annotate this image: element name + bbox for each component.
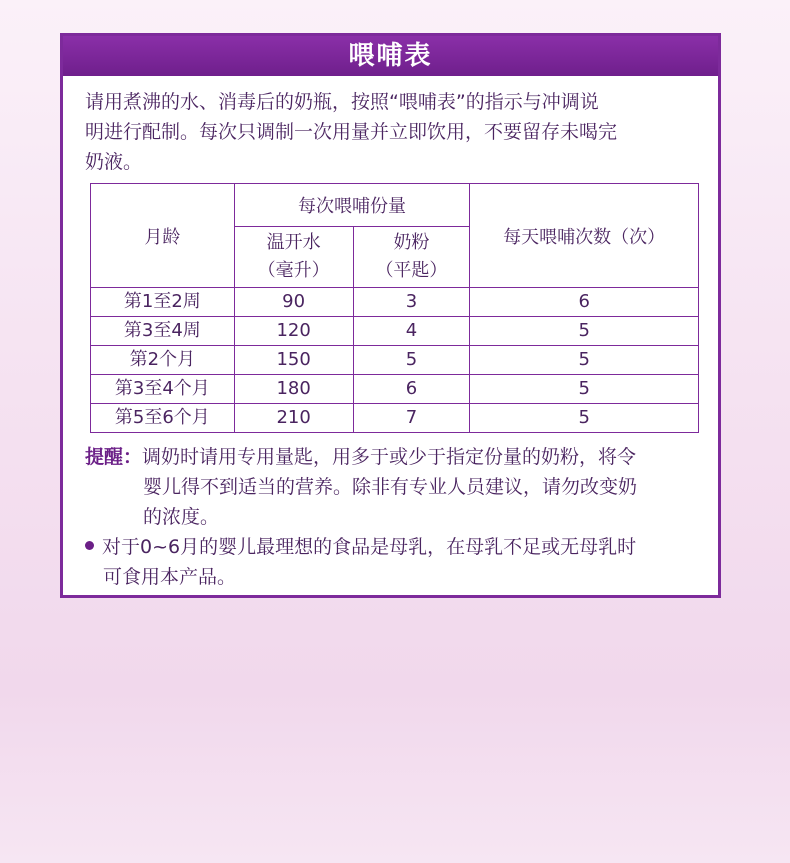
cell-water: 180 [234, 375, 353, 404]
header-age: 月龄 [91, 184, 235, 288]
note-line: 对于0~6月的婴儿最理想的食品是母乳，在母乳不足或无母乳时 [102, 536, 637, 558]
cell-powder: 4 [353, 317, 470, 346]
cell-water: 90 [234, 288, 353, 317]
header-powder-name: 奶粉 [393, 232, 430, 253]
table-row [91, 375, 699, 404]
table-row [91, 288, 699, 317]
cell-age: 第3至4个月 [91, 375, 235, 404]
header-water-name: 温开水 [266, 232, 321, 253]
header-powder-unit: （平匙） [375, 260, 448, 281]
breastfeeding-note [85, 532, 705, 592]
reminder-line: 的浓度。 [143, 506, 220, 528]
table-row [91, 346, 699, 375]
intro-line: 明进行配制。每次只调制一次用量并立即饮用，不要留存未喝完 [85, 121, 618, 143]
reminder-text [85, 442, 705, 532]
cell-water: 210 [234, 404, 353, 433]
cell-times: 5 [470, 346, 699, 375]
cell-water: 150 [234, 346, 353, 375]
cell-powder: 6 [353, 375, 470, 404]
reminder-line: 调奶时请用专用量匙，用多于或少于指定份量的奶粉，将令 [142, 446, 637, 468]
note-line: 可食用本产品。 [103, 566, 237, 588]
intro-line: 请用煮沸的水、消毒后的奶瓶，按照“喂哺表”的指示与冲调说 [85, 91, 599, 113]
bullet-icon [85, 541, 94, 550]
intro-text [85, 87, 705, 177]
feeding-table-panel [60, 33, 721, 598]
header-water [234, 227, 353, 288]
cell-times: 5 [470, 375, 699, 404]
cell-age: 第5至6个月 [91, 404, 235, 433]
cell-age: 第3至4周 [91, 317, 235, 346]
header-powder [353, 227, 470, 288]
cell-times: 5 [470, 317, 699, 346]
header-water-unit: （毫升） [257, 260, 330, 281]
panel-title: 喂哺表 [63, 36, 718, 76]
cell-age: 第2个月 [91, 346, 235, 375]
header-times: 每天喂哺次数（次） [470, 184, 699, 288]
table-row [91, 317, 699, 346]
cell-powder: 5 [353, 346, 470, 375]
intro-line: 奶液。 [85, 151, 143, 173]
reminder-line: 婴儿得不到适当的营养。除非有专业人员建议，请勿改变奶 [143, 476, 638, 498]
table-row [91, 404, 699, 433]
cell-powder: 7 [353, 404, 470, 433]
cell-water: 120 [234, 317, 353, 346]
reminder-label: 提醒： [85, 446, 143, 468]
header-portion: 每次喂哺份量 [234, 184, 470, 227]
cell-powder: 3 [353, 288, 470, 317]
cell-times: 5 [470, 404, 699, 433]
feeding-table [90, 183, 699, 433]
cell-times: 6 [470, 288, 699, 317]
cell-age: 第1至2周 [91, 288, 235, 317]
